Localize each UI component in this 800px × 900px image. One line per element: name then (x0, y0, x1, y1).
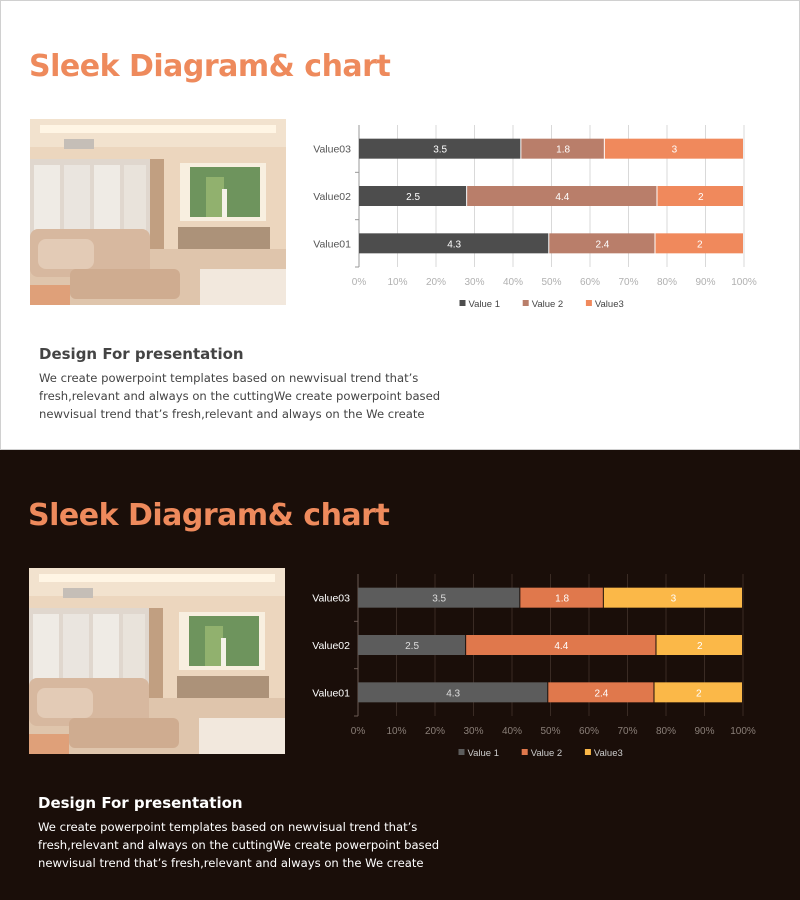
x-tick-label: 40% (502, 277, 524, 288)
bar-value-label: 2.4 (595, 239, 610, 251)
bar-value-label: 3 (671, 144, 678, 156)
body-line: newvisual trend that’s fresh,relevant and always on the We create (39, 407, 425, 421)
x-tick-label: 90% (694, 726, 715, 737)
x-tick-label: 70% (617, 726, 638, 737)
legend-swatch (460, 300, 466, 306)
bar-value-label: 2 (697, 192, 704, 203)
x-tick-label: 60% (579, 277, 601, 288)
slide-dark (0, 450, 800, 900)
stacked-bar-chart (301, 117, 771, 327)
body-line: We create powerpoint templates based on newvisual trend that’s (38, 820, 418, 834)
stacked-bar-chart (300, 566, 770, 776)
bar-value-label: 3 (670, 593, 677, 605)
bar-value-label: 2.5 (406, 192, 421, 203)
bar-value-label: 2 (695, 688, 702, 700)
category-label: Value03 (313, 143, 351, 156)
bar-value-label: 4.4 (555, 192, 570, 203)
bar-value-label: 1.8 (556, 144, 571, 156)
chart-svg (301, 117, 771, 327)
x-tick-label: 50% (540, 726, 561, 737)
bar-value-label: 4.4 (554, 641, 569, 652)
body-line: fresh,relevant and always on the cuttingWe create powerpoint based (39, 389, 441, 403)
x-tick-label: 50% (541, 277, 562, 288)
x-tick-label: 80% (655, 726, 677, 737)
x-tick-label: 40% (501, 726, 523, 737)
bar-value-label: 4.3 (446, 688, 461, 700)
legend-swatch (585, 749, 591, 755)
chart-svg (300, 566, 770, 776)
legend-label: Value 2 (530, 748, 563, 759)
legend-label: Value 2 (531, 299, 564, 310)
legend-label: Value 1 (467, 748, 500, 759)
x-tick-label: 70% (618, 277, 639, 288)
body-heading: Design For presentation (38, 794, 243, 812)
bar-value-label: 2 (696, 239, 703, 251)
body-line: fresh,relevant and always on the cuttingWe create powerpoint based (38, 838, 440, 852)
body-heading: Design For presentation (39, 345, 244, 363)
legend-swatch (522, 749, 528, 755)
bar-value-label: 3.5 (433, 144, 448, 156)
bar-value-label: 2.4 (594, 688, 609, 700)
legend-label: Value3 (593, 748, 623, 759)
living-room-photo (30, 119, 286, 305)
slide-title: Sleek Diagram& chart (29, 49, 391, 84)
bar-value-label: 1.8 (555, 593, 570, 605)
bar-value-label: 3.5 (432, 593, 447, 605)
x-tick-label: 20% (425, 277, 447, 288)
living-room-photo (29, 568, 285, 754)
slide-title: Sleek Diagram& chart (28, 498, 390, 533)
x-tick-label: 20% (424, 726, 446, 737)
legend-swatch (459, 749, 465, 755)
body-line: newvisual trend that’s fresh,relevant and always on the We create (38, 856, 424, 870)
living-room-illustration (30, 119, 286, 305)
category-label: Value01 (313, 238, 351, 251)
category-label: Value01 (312, 687, 350, 700)
bar-value-label: 4.3 (447, 239, 462, 251)
legend-swatch (523, 300, 529, 306)
x-tick-label: 100% (730, 726, 756, 737)
living-room-illustration (29, 568, 285, 754)
x-tick-label: 80% (656, 277, 678, 288)
bar-value-label: 2 (696, 641, 703, 652)
legend-label: Value 1 (468, 299, 501, 310)
category-label: Value02 (313, 191, 351, 203)
x-tick-label: 30% (464, 277, 485, 288)
x-tick-label: 100% (731, 277, 757, 288)
x-tick-label: 10% (386, 726, 407, 737)
category-label: Value02 (312, 640, 350, 652)
x-tick-label: 0% (351, 277, 367, 288)
legend-label: Value3 (594, 299, 624, 310)
legend-swatch (586, 300, 592, 306)
x-tick-label: 10% (387, 277, 408, 288)
x-tick-label: 0% (350, 726, 366, 737)
x-tick-label: 90% (695, 277, 716, 288)
body-text (38, 818, 468, 872)
category-label: Value03 (312, 592, 350, 605)
body-text (39, 369, 469, 423)
bar-value-label: 2.5 (405, 641, 420, 652)
x-tick-label: 30% (463, 726, 484, 737)
body-line: We create powerpoint templates based on newvisual trend that’s (39, 371, 419, 385)
x-tick-label: 60% (578, 726, 600, 737)
